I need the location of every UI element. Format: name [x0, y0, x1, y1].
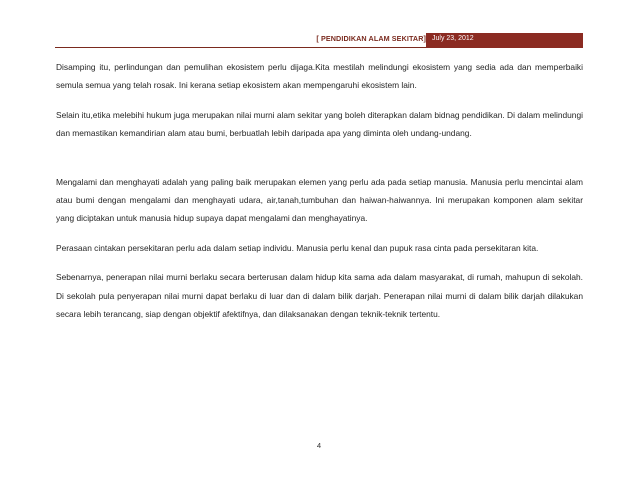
header-date-box — [426, 33, 583, 48]
header-date: July 23, 2012 — [432, 35, 474, 42]
header-title: [ PENDIDIKAN ALAM SEKITAR] — [316, 34, 426, 43]
paragraph-3: Mengalami dan menghayati adalah yang paling baik merupakan elemen yang perlu ada pada setiap manusia. Manusia perlu mencintai alam atau bumi dengan mengalami dan menghayati udara, air,tanah,tumbuhan dan haiwan-haiwannya. Ini merupakan komponen alam sekitar yang diciptakan untuk manusia hidup supaya dapat mengalami dan menghayatinya. — [56, 176, 583, 224]
paragraph-5: Sebenarnya, penerapan nilai murni berlaku secara berterusan dalam hidup kita sama ada dalam masyarakat, di rumah, mahupun di sekolah. Di sekolah pula penyerapan nilai murni dapat berlaku di luar dan di dalam bilik darjah. Penerapan nilai murni di dalam bilik darjah dilakukan secara lebih terancang, siap dengan objektif afektifnya, dan dilaksanakan dengan teknik-teknik tertentu. — [56, 272, 583, 320]
page-header — [55, 33, 583, 48]
paragraph-1: Disamping itu, perlindungan dan pemulihan ekosistem perlu dijaga.Kita mestilah melindungi ekosistem yang sedia ada dan memperbaiki semula semua yang telah rosak. Ini kerana setiap ekosistem akan mempengaruhi ekosistem lain. — [56, 62, 583, 91]
page-number: 4 — [316, 441, 322, 450]
document-body — [56, 58, 583, 323]
paragraph-2: Selain itu,etika melebihi hukum juga merupakan nilai murni alam sekitar yang boleh diterapkan dalam bidnag pendidikan. Di dalam melindungi dan memastikan kemandirian alam atau bumi, berbuatlah lebih daripada apa yang diminta oleh undang-undang. — [56, 109, 583, 139]
paragraph-4: Perasaan cintakan persekitaran perlu ada dalam setiap individu. Manusia perlu kenal dan pupuk rasa cinta pada persekitaran kita. — [56, 242, 539, 253]
